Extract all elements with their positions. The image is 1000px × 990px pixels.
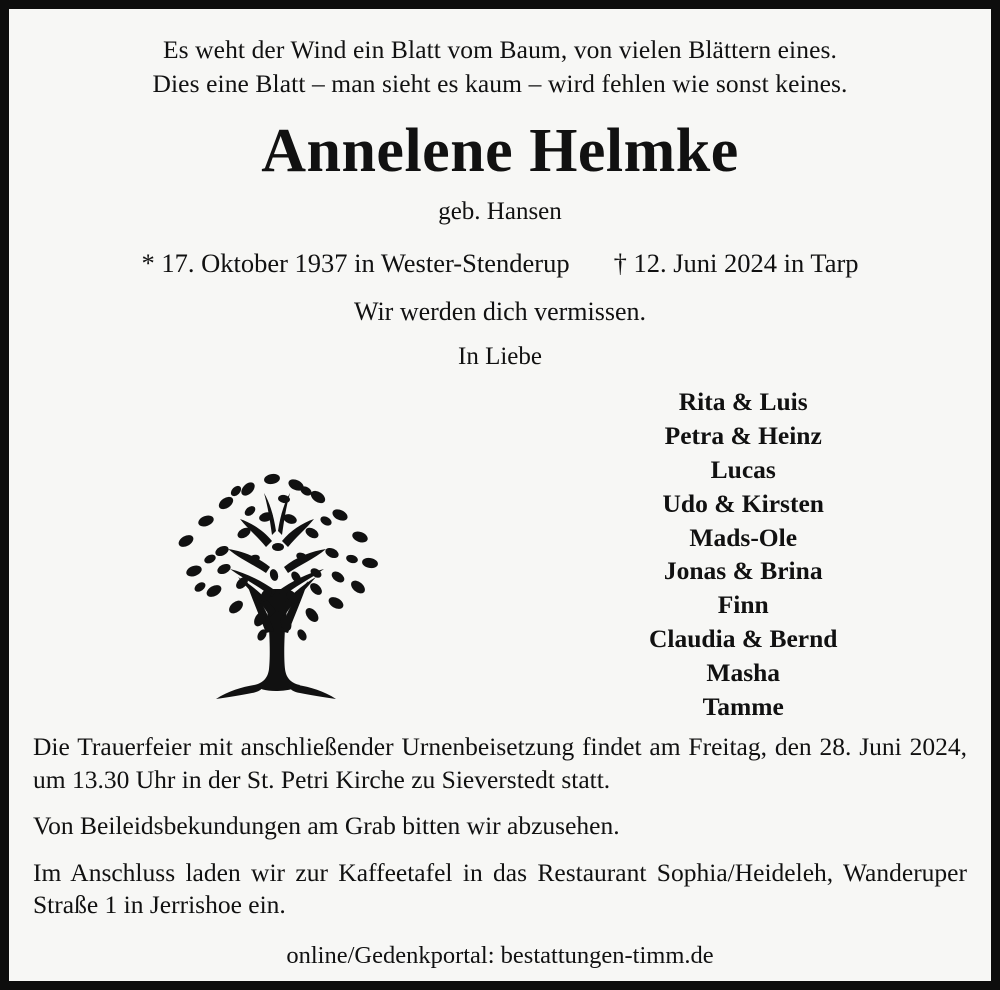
deceased-name: Annelene Helmke [261,116,739,185]
list-item: Claudia & Bernd [649,624,838,654]
funeral-service-paragraph: Die Trauerfeier mit anschließender Urnenbeisetzung findet am Freitag, den 28. Juni 2024, um 13.30 Uhr in der St. Petri Kirche zu Sieverstedt statt. [33,731,967,794]
list-item: Finn [717,590,769,620]
reception-paragraph: Im Anschluss laden wir zur Kaffeetafel in das Restaurant Sophia/Heideleh, Wanderuper Straße 1 in Jerrishoe ein. [33,857,967,920]
list-item: Lucas [710,454,776,484]
verse-line-1: Es weht der Wind ein Blatt vom Baum, von vielen Blättern eines. [162,35,838,64]
service-details [33,731,967,936]
verse-block [33,33,967,101]
life-dates [33,248,967,279]
in-love-line: In Liebe [458,342,542,370]
condolences-paragraph: Von Beileidsbekundungen am Grab bitten wir abzusehen. [33,811,620,841]
tree-illustration-container [33,377,519,701]
tree-and-mourners [33,377,967,729]
farewell-line: Wir werden dich vermissen. [353,296,647,326]
maiden-name: geb. Hansen [438,197,562,225]
online-memorial-link[interactable]: online/Gedenkportal: bestattungen-timm.de [286,942,714,970]
list-item: Rita & Luis [678,386,808,416]
birth-date: * 17. Oktober 1937 in Wester-Stenderup [141,247,570,278]
death-date: † 12. Juni 2024 in Tarp [613,247,859,278]
mourners-list [519,377,967,724]
tree-icon [126,391,426,701]
list-item: Jonas & Brina [663,556,823,586]
list-item: Tamme [702,692,784,722]
list-item: Udo & Kirsten [662,488,824,518]
list-item: Mads-Ole [689,522,798,552]
list-item: Petra & Heinz [664,420,822,450]
list-item: Masha [706,658,781,688]
verse-line-2: Dies eine Blatt – man sieht es kaum – wird fehlen wie sonst keines. [152,68,848,98]
